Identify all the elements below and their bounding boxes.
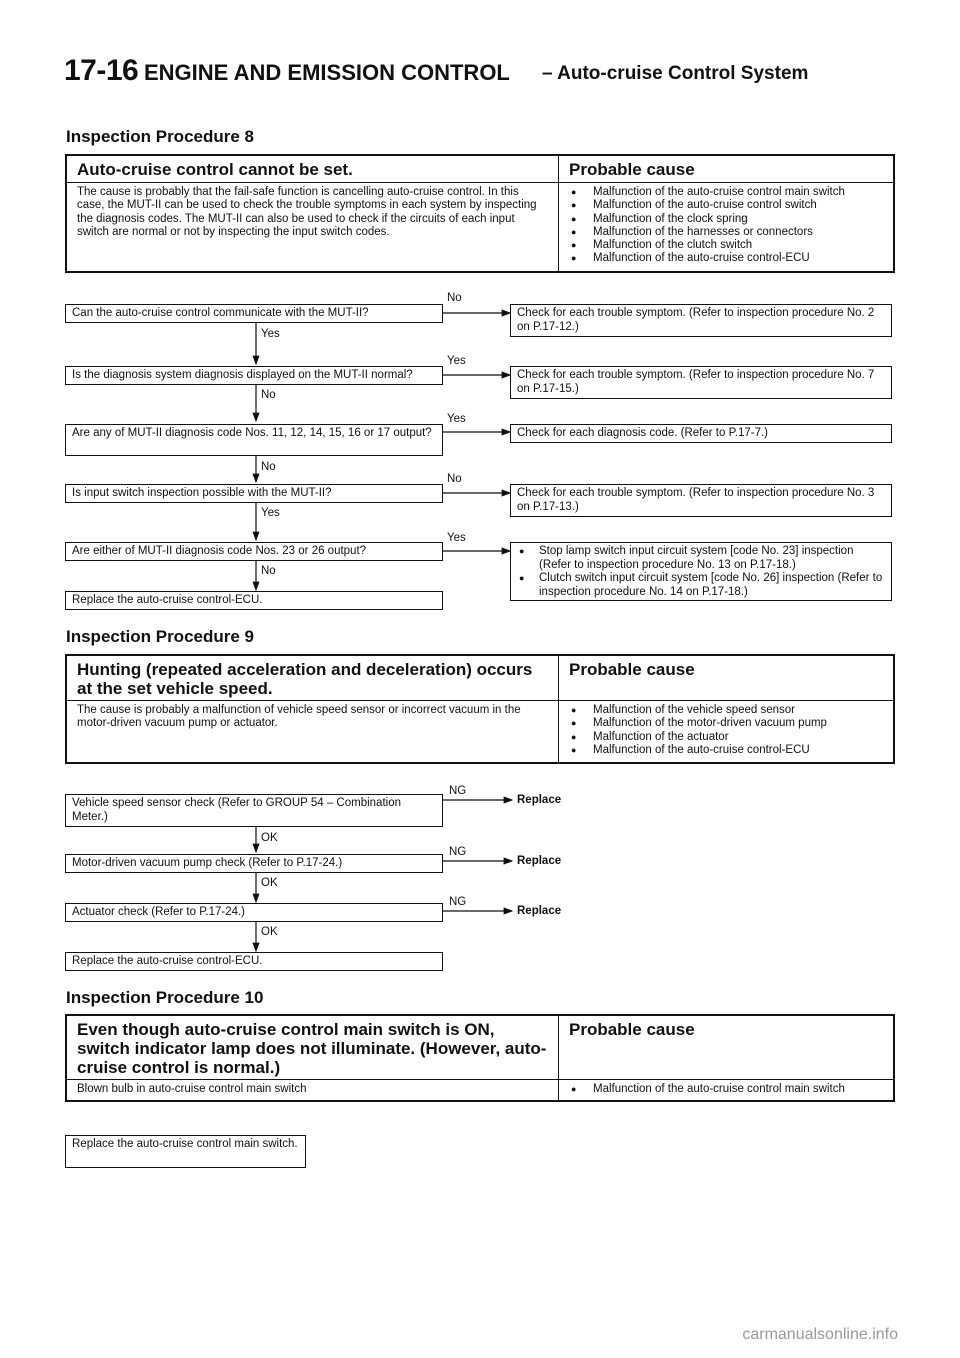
p8-q5-down-label: No — [261, 565, 276, 577]
cause-item: ● Malfunction of the auto-cruise control main switch — [569, 1083, 883, 1096]
p8-q4-branch-label: No — [447, 473, 462, 485]
cause-item: ● Malfunction of the actuator — [569, 731, 883, 744]
p9-s2-branch-label: NG — [449, 846, 467, 858]
p9-final-action: Replace the auto-cruise control-ECU. — [65, 952, 443, 971]
p9-s1-branch-label: NG — [449, 785, 467, 797]
p9-s3-result: Replace — [517, 905, 562, 917]
p9-s1-result: Replace — [517, 794, 562, 806]
p8-q5-branch-label: Yes — [447, 532, 466, 544]
procedure-9-symptom: Hunting (repeated acceleration and deceleration) occurs at the set vehicle speed. — [67, 656, 559, 701]
procedure-8-probable-cause-label: Probable cause — [559, 156, 893, 183]
p8-q3-branch-label: Yes — [447, 413, 466, 425]
p9-step-2: Motor-driven vacuum pump check (Refer to P.17-24.) — [65, 854, 443, 873]
p9-s3-branch-label: NG — [449, 896, 467, 908]
p8-result-5-item: ● Clutch switch input circuit system [code No. 26] inspection (Refer to inspection procedure No. 14 on P.17-18.) — [517, 572, 885, 599]
cause-item: ● Malfunction of the auto-cruise control-ECU — [569, 252, 883, 265]
procedure-10-symptom: Even though auto-cruise control main switch is ON, switch indicator lamp does not illuminate. (However, auto-cruise control is normal.) — [67, 1016, 559, 1080]
p8-question-4: Is input switch inspection possible with the MUT-II? — [65, 484, 443, 503]
p8-question-5: Are either of MUT-II diagnosis code Nos. 23 or 26 output? — [65, 542, 443, 561]
cause-item: ● Malfunction of the auto-cruise control main switch — [569, 186, 883, 199]
page-title: ENGINE AND EMISSION CONTROL — [144, 60, 510, 85]
p8-q2-branch-label: Yes — [447, 355, 466, 367]
page-subtitle: – Auto-cruise Control System — [542, 63, 809, 84]
cause-item: ● Malfunction of the auto-cruise control-ECU — [569, 744, 883, 757]
p9-s2-down-label: OK — [261, 877, 278, 889]
p9-step-1: Vehicle speed sensor check (Refer to GROUP 54 – Combination Meter.) — [65, 794, 443, 827]
procedure-9-description: The cause is probably a malfunction of vehicle speed sensor or incorrect vacuum in the motor-driven vacuum pump or actuator. — [67, 701, 559, 762]
p8-question-1: Can the auto-cruise control communicate with the MUT-II? — [65, 304, 443, 323]
cause-item: ● Malfunction of the clock spring — [569, 213, 883, 226]
p8-final-action: Replace the auto-cruise control-ECU. — [65, 591, 443, 610]
procedure-9-probable-cause-label: Probable cause — [559, 656, 893, 701]
procedure-9-heading: Inspection Procedure 9 — [66, 627, 254, 646]
p9-step-3: Actuator check (Refer to P.17-24.) — [65, 903, 443, 922]
p8-question-3: Are any of MUT-II diagnosis code Nos. 11, 12, 14, 15, 16 or 17 output? — [65, 424, 443, 456]
procedure-10-cause-list — [559, 1080, 893, 1100]
p8-result-1: Check for each trouble symptom. (Refer to inspection procedure No. 2 on P.17-12.) — [510, 304, 892, 337]
procedure-10-probable-cause-label: Probable cause — [559, 1016, 893, 1080]
p8-result-5-item: ● Stop lamp switch input circuit system [code No. 23] inspection (Refer to inspection procedure No. 13 on P.17-18.) — [517, 545, 885, 572]
cause-item: ● Malfunction of the vehicle speed sensor — [569, 704, 883, 717]
p8-result-4: Check for each trouble symptom. (Refer to inspection procedure No. 3 on P.17-13.) — [510, 484, 892, 517]
p8-q3-down-label: No — [261, 461, 276, 473]
cause-item: ● Malfunction of the auto-cruise control switch — [569, 199, 883, 212]
procedure-10-table — [65, 1014, 895, 1102]
p8-result-3: Check for each diagnosis code. (Refer to P.17-7.) — [510, 424, 892, 443]
p8-q1-branch-label: No — [447, 292, 462, 304]
procedure-8-symptom: Auto-cruise control cannot be set. — [67, 156, 559, 183]
procedure-9-cause-list — [559, 701, 893, 762]
p8-result-5 — [510, 542, 892, 601]
p8-q2-down-label: No — [261, 389, 276, 401]
watermark: carmanualsonline.info — [742, 1326, 898, 1343]
procedure-10-description: Blown bulb in auto-cruise control main switch — [67, 1080, 559, 1100]
p9-s2-result: Replace — [517, 855, 562, 867]
procedure-9-table — [65, 654, 895, 764]
p9-s1-down-label: OK — [261, 832, 278, 844]
p10-final-action: Replace the auto-cruise control main switch. — [65, 1135, 306, 1168]
p8-result-2: Check for each trouble symptom. (Refer to inspection procedure No. 7 on P.17-15.) — [510, 366, 892, 399]
cause-item: ● Malfunction of the clutch switch — [569, 239, 883, 252]
p8-q1-down-label: Yes — [261, 328, 280, 340]
procedure-8-heading: Inspection Procedure 8 — [66, 127, 254, 146]
cause-item: ● Malfunction of the motor-driven vacuum pump — [569, 717, 883, 730]
page-number: 17-16 — [64, 54, 139, 87]
p8-question-2: Is the diagnosis system diagnosis displayed on the MUT-II normal? — [65, 366, 443, 385]
procedure-8-description: The cause is probably that the fail-safe function is cancelling auto-cruise control. In this case, the MUT-II can be used to check the trouble symptoms in each system by inspecting the diagnosis codes. The MUT-II can also be used to check if the circuits of each input switch are normal or not by inspecting the input switch codes. — [67, 183, 559, 271]
p8-q4-down-label: Yes — [261, 507, 280, 519]
procedure-10-heading: Inspection Procedure 10 — [66, 988, 264, 1007]
p9-s3-down-label: OK — [261, 926, 278, 938]
cause-item: ● Malfunction of the harnesses or connectors — [569, 226, 883, 239]
